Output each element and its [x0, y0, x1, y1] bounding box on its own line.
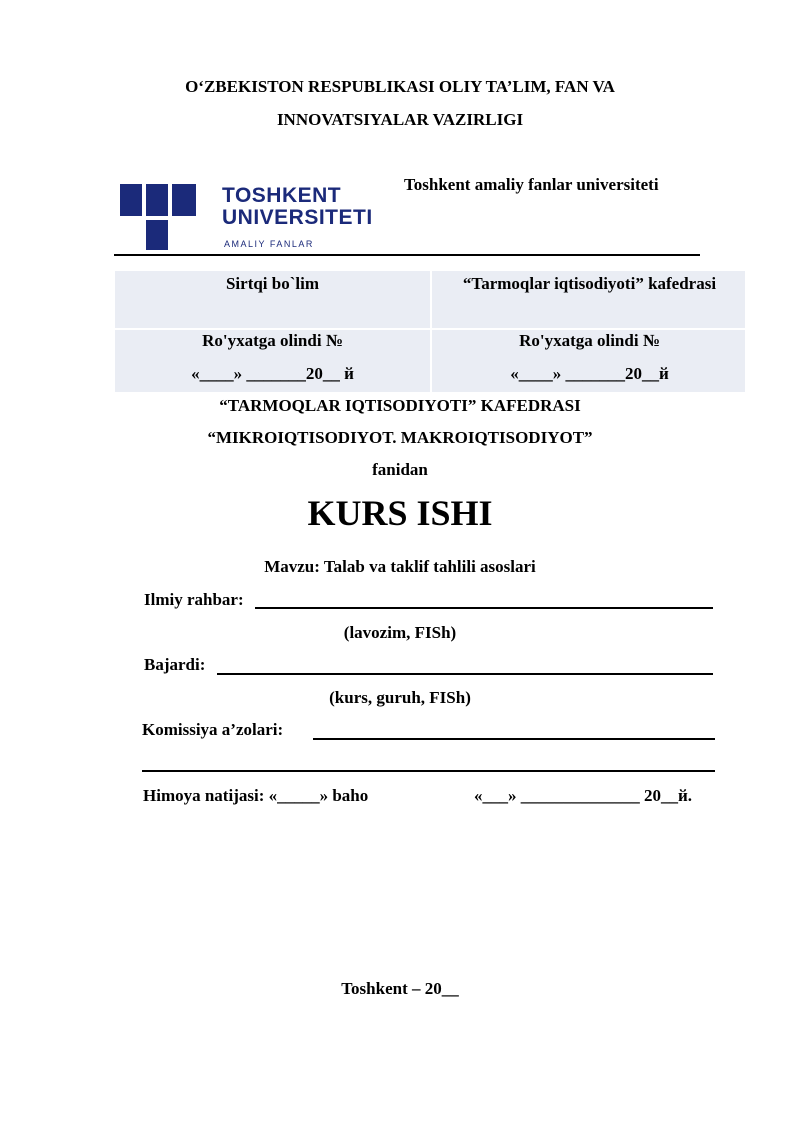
table-left-title: Sirtqi bo`lim [225, 274, 320, 293]
fanidan-label: fanidan [372, 460, 428, 479]
registration-table [115, 271, 745, 392]
logo-mark-icon [120, 184, 220, 254]
table-left-date: «____» _______20__ й [191, 364, 354, 383]
subject-name: “MIKROIQTISODIYOT. MAKROIQTISODIYOT” [207, 428, 593, 447]
ministry-line-2: INNOVATSIYALAR VAZIRLIGI [276, 110, 524, 129]
author-hint: (kurs, guruh, FISh) [329, 688, 471, 707]
commission-line-1 [313, 738, 715, 740]
table-right-date: «____» _______20__й [510, 364, 669, 383]
author-label: Bajardi: [144, 655, 206, 674]
commission-line-2 [142, 770, 715, 772]
logo-text-line-3: AMALIY FANLAR [224, 239, 314, 249]
ministry-line-1: O‘ZBEKISTON RESPUBLIKASI OLIY TA’LIM, FAN VA [185, 77, 615, 96]
commission-label: Komissiya a’zolari: [142, 720, 284, 739]
author-line [217, 673, 713, 675]
department-name: “TARMOQLAR IQTISODIYOTI” KAFEDRASI [219, 396, 581, 415]
topic: Mavzu: Talab va taklif tahlili asoslari [264, 557, 536, 576]
table-row-divider [115, 328, 745, 330]
table-left-registration: Ro'yxatga olindi № [202, 331, 343, 350]
supervisor-line [255, 607, 713, 609]
table-right-title: “Tarmoqlar iqtisodiyoti” kafedrasi [462, 274, 717, 293]
defense-date: «___» ______________ 20__й. [474, 786, 693, 805]
document-title: KURS ISHI [307, 493, 493, 533]
university-name: Toshkent amaliy fanlar universiteti [404, 175, 659, 194]
university-logo [120, 184, 373, 254]
logo-text-line-1: TOSHKENT [222, 184, 342, 207]
supervisor-hint: (lavozim, FISh) [343, 623, 457, 642]
defense-result: Himoya natijasi: «_____» baho [143, 786, 369, 805]
city-year: Toshkent – 20__ [341, 979, 459, 998]
logo-text-line-2: UNIVERSITETI [222, 206, 373, 229]
supervisor-label: Ilmiy rahbar: [144, 590, 244, 609]
table-right-registration: Ro'yxatga olindi № [519, 331, 660, 350]
header-divider [114, 254, 700, 256]
